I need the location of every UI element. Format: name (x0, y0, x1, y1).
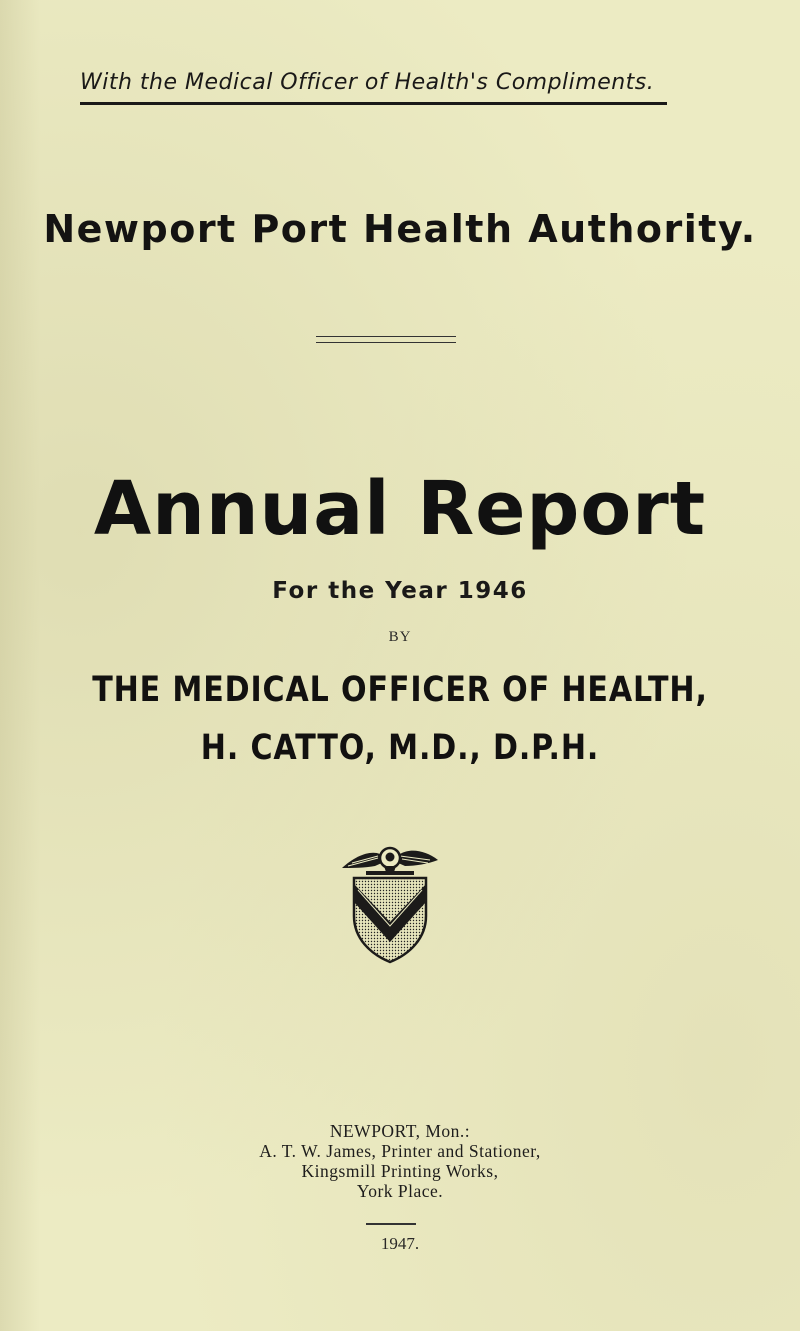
compliments-underline (80, 102, 667, 105)
shield-icon (354, 878, 426, 962)
publisher-works: Kingsmill Printing Works, (301, 1161, 499, 1181)
winged-crest-icon (342, 848, 438, 875)
authority-heading: Newport Port Health Authority. (43, 207, 757, 251)
officer-title: THE MEDICAL OFFICER OF HEALTH, (92, 670, 708, 710)
publication-year: 1947. (380, 1234, 420, 1253)
compliments-line: With the Medical Officer of Health's Compliments. (80, 70, 655, 95)
officer-name: H. CATTO, M.D., D.P.H. (200, 728, 600, 768)
by-label: BY (388, 629, 412, 645)
publisher-address: York Place. (356, 1181, 444, 1201)
short-divider (366, 1223, 416, 1225)
publisher-block (0, 1121, 800, 1201)
report-year: For the Year 1946 (272, 578, 528, 604)
publisher-place: NEWPORT, Mon.: (329, 1121, 471, 1141)
report-title: Annual Report (93, 466, 707, 552)
publisher-printer: A. T. W. James, Printer and Stationer, (259, 1141, 541, 1161)
coat-of-arms-icon (340, 838, 440, 968)
double-divider (316, 336, 456, 343)
